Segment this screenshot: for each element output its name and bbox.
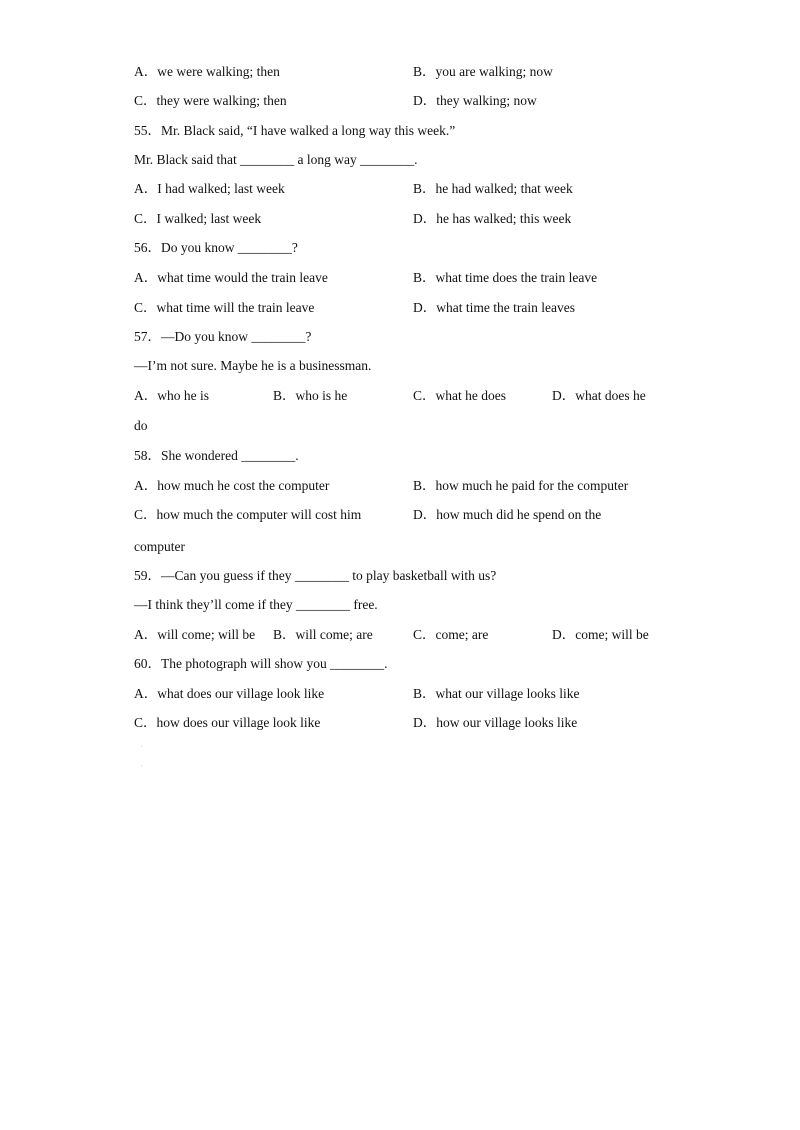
- q56-option-c: C．what time will the train leave: [134, 300, 315, 315]
- paragraph-mark: ·: [140, 762, 143, 771]
- q57-option-a: A．who he is: [134, 388, 209, 403]
- q58-option-d-continued: computer: [134, 539, 185, 554]
- q57-stem-2: —I’m not sure. Maybe he is a businessman.: [134, 358, 372, 373]
- q59-option-a: A．will come; will be: [134, 627, 256, 642]
- q54-option-c: C．they were walking; then: [134, 93, 287, 108]
- q58-option-b: B．how much he paid for the computer: [413, 478, 629, 493]
- q56-option-b: B．what time does the train leave: [413, 270, 598, 285]
- q59-option-d: D．come; will be: [552, 627, 649, 642]
- q60-stem: 60．The photograph will show you ________.: [134, 656, 388, 671]
- q55-option-c: C．I walked; last week: [134, 211, 262, 226]
- q58-option-a: A．how much he cost the computer: [134, 478, 330, 493]
- q56-option-d: D．what time the train leaves: [413, 300, 575, 315]
- q55-stem-2: Mr. Black said that ________ a long way ________.: [134, 152, 418, 167]
- q59-stem-2: —I think they’ll come if they ________ free.: [134, 597, 378, 612]
- paragraph-mark: ·: [140, 742, 143, 751]
- q56-stem: 56．Do you know ________?: [134, 240, 298, 255]
- q57-stem: 57．—Do you know ________?: [134, 329, 312, 344]
- q55-stem: 55．Mr. Black said, “I have walked a long way this week.”: [134, 123, 456, 138]
- q57-option-b: B．who is he: [273, 388, 348, 403]
- q55-option-d: D．he has walked; this week: [413, 211, 572, 226]
- q58-option-c: C．how much the computer will cost him: [134, 507, 362, 522]
- q57-option-d: D．what does he: [552, 388, 646, 403]
- q59-option-b: B．will come; are: [273, 627, 373, 642]
- q57-option-c: C．what he does: [413, 388, 506, 403]
- q60-option-d: D．how our village looks like: [413, 715, 578, 730]
- q60-option-a: A．what does our village look like: [134, 686, 325, 701]
- q58-option-d: D．how much did he spend on the: [413, 507, 602, 522]
- q60-option-c: C．how does our village look like: [134, 715, 321, 730]
- q59-option-c: C．come; are: [413, 627, 489, 642]
- q60-option-b: B．what our village looks like: [413, 686, 580, 701]
- q54-option-b: B．you are walking; now: [413, 64, 553, 79]
- q59-stem: 59．—Can you guess if they ________ to play basketball with us?: [134, 568, 497, 583]
- q54-option-d: D．they walking; now: [413, 93, 537, 108]
- q55-option-b: B．he had walked; that week: [413, 181, 573, 196]
- q54-option-a: A．we were walking; then: [134, 64, 280, 79]
- q57-option-d-continued: do: [134, 418, 148, 433]
- q56-option-a: A．what time would the train leave: [134, 270, 328, 285]
- q55-option-a: A．I had walked; last week: [134, 181, 285, 196]
- q58-stem: 58．She wondered ________.: [134, 448, 299, 463]
